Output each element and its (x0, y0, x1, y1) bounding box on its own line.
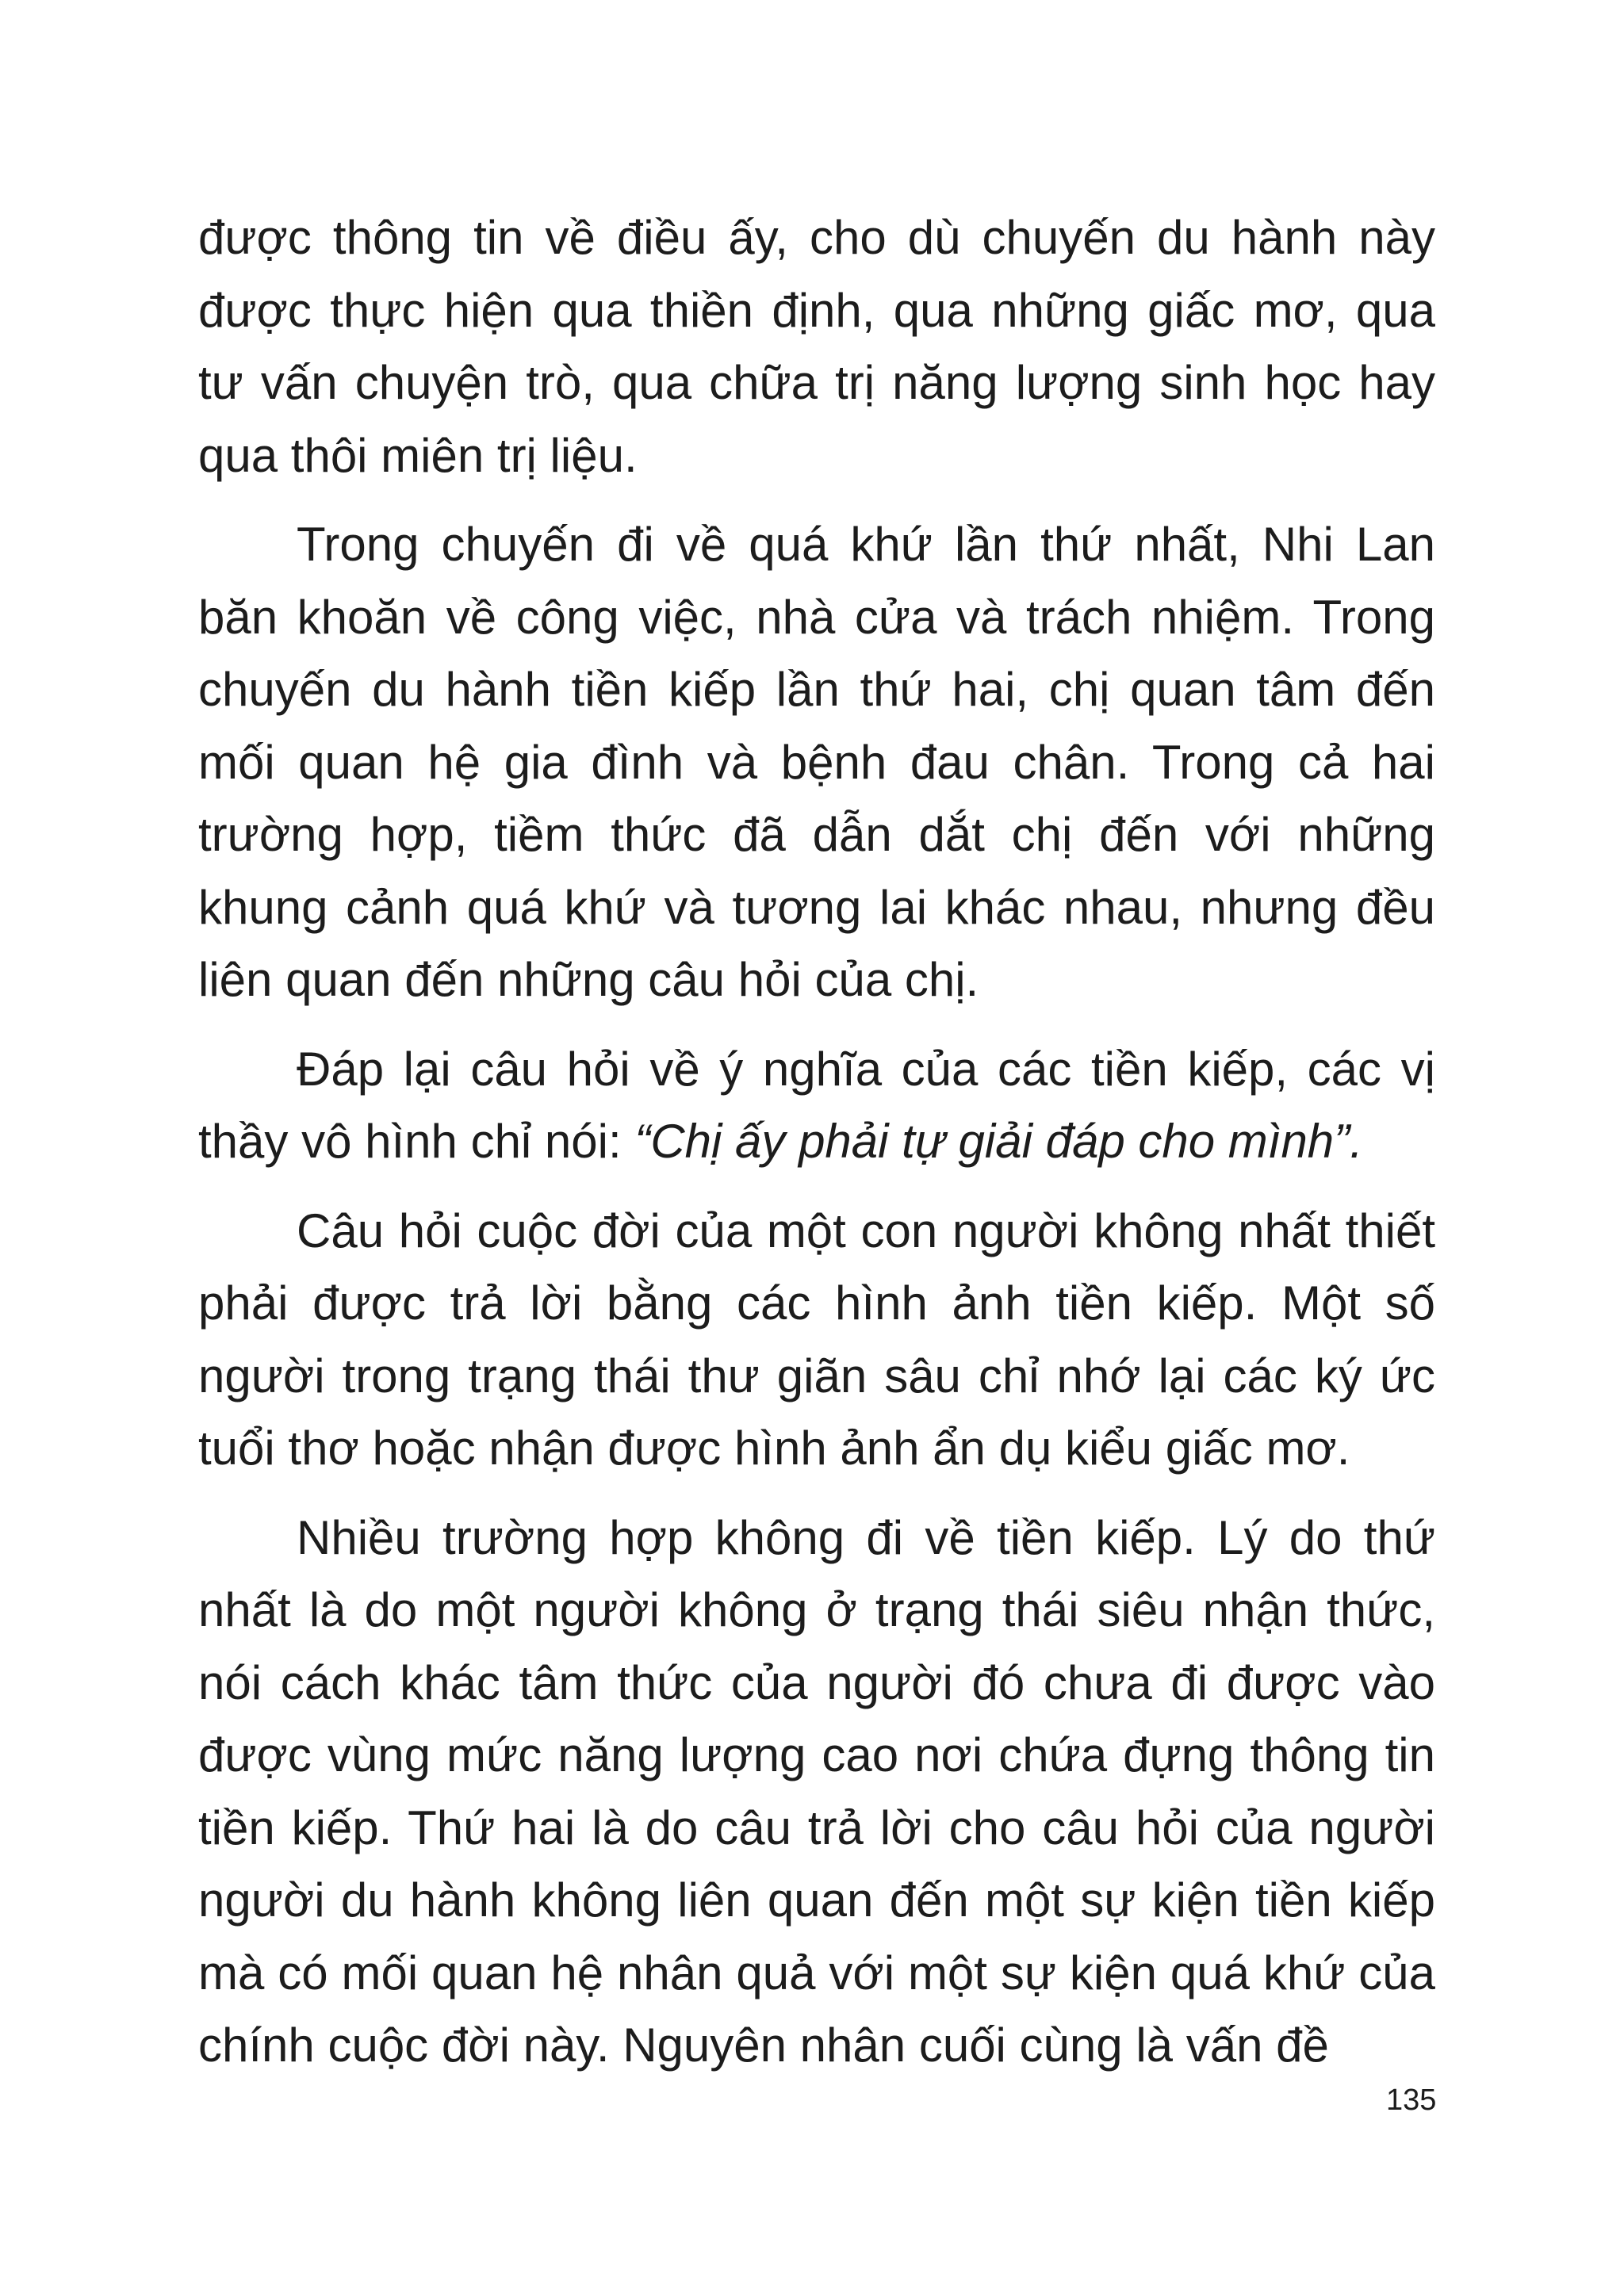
paragraph-3-quote: “Chị ấy phải tự giải đáp cho mình”. (634, 1115, 1363, 1168)
paragraph-4 (198, 1195, 1435, 1485)
page-number: 135 (1386, 2084, 1437, 2117)
paragraph-2-text: Trong chuyến đi về quá khứ lần thứ nhất, Nhi Lan băn khoăn về công việc, nhà cửa và trách nhiệm. Trong chuyến du hành tiền kiếp lần thứ hai, chị quan tâm đến mối quan hệ gia đình và bệnh đau chân. Trong cả hai trường hợp, tiềm thức đã dẫn dắt chị đến với những khung cảnh quá khứ và tương lai khác nhau, nhưng đều liên quan đến những câu hỏi của chị. (198, 518, 1435, 1006)
page-body (198, 201, 1435, 2099)
paragraph-4-text: Câu hỏi cuộc đời của một con người không nhất thiết phải được trả lời bằng các hình ảnh tiền kiếp. Một số người trong trạng thái thư giãn sâu chỉ nhớ lại các ký ức tuổi thơ hoặc nhận được hình ảnh ẩn dụ kiểu giấc mơ. (198, 1203, 1435, 1475)
paragraph-1-text: được thông tin về điều ấy, cho dù chuyến du hành này được thực hiện qua thiền định, qua những giấc mơ, qua tư vấn chuyện trò, qua chữa trị năng lượng sinh học hay qua thôi miên trị liệu. (198, 211, 1435, 482)
paragraph-3 (198, 1033, 1435, 1178)
paragraph-5 (198, 1502, 1435, 2082)
paragraph-5-text: Nhiều trường hợp không đi về tiền kiếp. Lý do thứ nhất là do một người không ở trạng thái siêu nhận thức, nói cách khác tâm thức của người đó chưa đi được vào được vùng mức năng lượng cao nơi chứa đựng thông tin tiền kiếp. Thứ hai là do câu trả lời cho câu hỏi của người người du hành không liên quan đến một sự kiện tiền kiếp mà có mối quan hệ nhân quả với một sự kiện quá khứ của chính cuộc đời này. Nguyên nhân cuối cùng là vấn đề (198, 1510, 1435, 2072)
paragraph-1 (198, 201, 1435, 492)
paragraph-3-text: Đáp lại câu hỏi về ý nghĩa của các tiền kiếp, các vị thầy vô hình chỉ nói: (198, 1042, 1435, 1168)
paragraph-2 (198, 508, 1435, 1016)
